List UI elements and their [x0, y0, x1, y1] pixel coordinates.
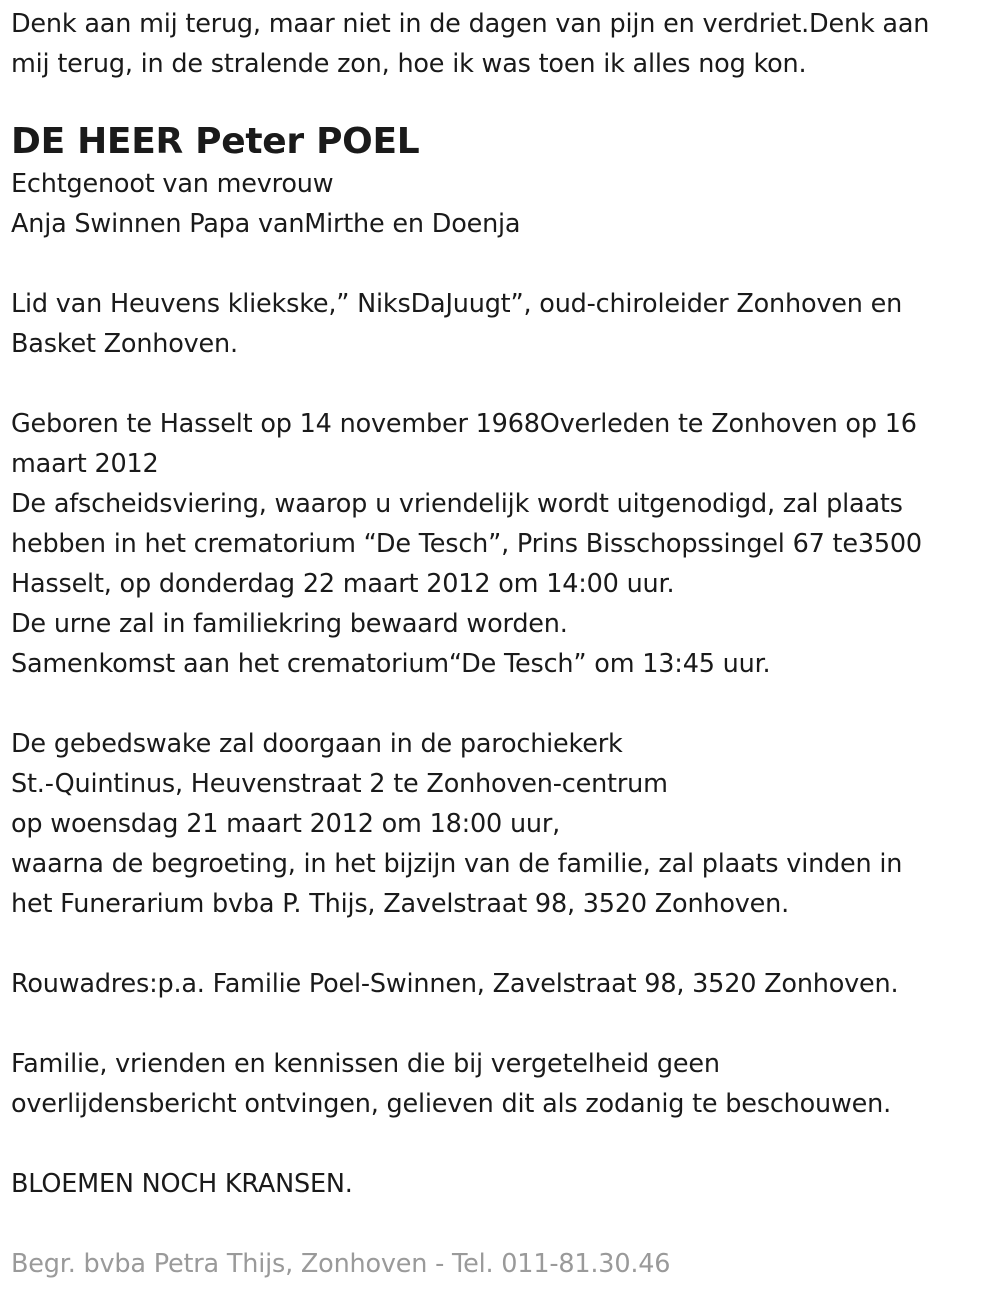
obituary-document: [11, 4, 991, 1284]
vigil-line: het Funerarium bvba P. Thijs, Zavelstraat 98, 3520 Zonhoven.: [11, 889, 790, 919]
funeral-director-footer: Begr. bvba Petra Thijs, Zonhoven - Tel. 011-81.30.46: [11, 1249, 671, 1279]
membership-line: Lid van Heuvens kliekske,” NiksDaJuugt”, oud-chiroleider Zonhoven en: [11, 289, 903, 319]
details-line: Hasselt, op donderdag 22 maart 2012 om 14:00 uur.: [11, 569, 675, 599]
spouse-line: Echtgenoot van mevrouw: [11, 169, 334, 199]
details-line: maart 2012: [11, 449, 159, 479]
deceased-name: DE HEER Peter POEL: [11, 121, 420, 162]
membership-line: Basket Zonhoven.: [11, 329, 238, 359]
poem-line: mij terug, in de stralende zon, hoe ik was toen ik alles nog kon.: [11, 49, 807, 79]
details-line: Samenkomst aan het crematorium“De Tesch” om 13:45 uur.: [11, 649, 771, 679]
spouse-line: Anja Swinnen Papa vanMirthe en Doenja: [11, 209, 521, 239]
notice-block: [11, 1044, 991, 1124]
notice-line: overlijdensbericht ontvingen, gelieven dit als zodanig te beschouwen.: [11, 1089, 892, 1119]
poem-line: Denk aan mij terug, maar niet in de dagen van pijn en verdriet.Denk aan: [11, 9, 930, 39]
address-line: Rouwadres:p.a. Familie Poel-Swinnen, Zavelstraat 98, 3520 Zonhoven.: [11, 969, 899, 999]
notice-line: Familie, vrienden en kennissen die bij vergetelheid geen: [11, 1049, 720, 1079]
vigil-line: De gebedswake zal doorgaan in de parochiekerk: [11, 729, 623, 759]
vigil-block: [11, 724, 991, 924]
spouse-block: [11, 164, 991, 244]
details-line: De urne zal in familiekring bewaard worden.: [11, 609, 568, 639]
poem-block: [11, 4, 991, 84]
address-block: [11, 964, 991, 1004]
vigil-line: St.-Quintinus, Heuvenstraat 2 te Zonhoven-centrum: [11, 769, 668, 799]
vigil-line: op woensdag 21 maart 2012 om 18:00 uur,: [11, 809, 561, 839]
details-block: [11, 404, 991, 684]
membership-block: [11, 284, 991, 364]
flowers-notice: BLOEMEN NOCH KRANSEN.: [11, 1169, 353, 1199]
details-line: De afscheidsviering, waarop u vriendelijk wordt uitgenodigd, zal plaats: [11, 489, 903, 519]
details-line: Geboren te Hasselt op 14 november 1968Overleden te Zonhoven op 16: [11, 409, 917, 439]
vigil-line: waarna de begroeting, in het bijzijn van de familie, zal plaats vinden in: [11, 849, 903, 879]
details-line: hebben in het crematorium “De Tesch”, Prins Bisschopssingel 67 te3500: [11, 529, 922, 559]
